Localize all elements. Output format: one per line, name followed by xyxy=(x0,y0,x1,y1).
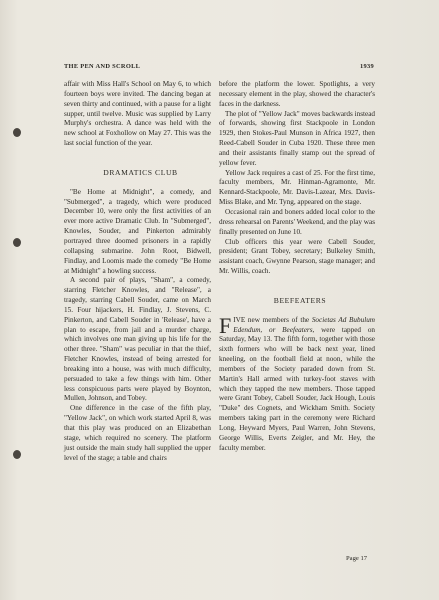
paragraph: Club officers this year were Cabell Souder, president; Grant Tobey, secretary; Bulkeley Smith, assistant coach, Gwynne Pearson, stage manager; and Mr. Willis, coach. xyxy=(219,237,375,276)
paragraph xyxy=(219,312,376,454)
binder-hole xyxy=(13,128,21,137)
paragraph: One difference in the case of the fifth play, "Yellow Jack", on which work started April 8, was that this play was produced on an Elizabethan stage, which required no scenery. The platform just outside the main study hall supplied the upper level of the stage; a table and chairs xyxy=(64,404,211,462)
left-column xyxy=(64,80,211,463)
text-run: were tapped on Saturday, May 13. The fifth form, together with those sixth formers who will be back next year, lined kneeling, on the football field at noon, while the members of the Society paraded down from St. Martin's Hall armed with turkey-foot staves with which they tapped the new members. Those tapped were Grant Tobey, Cabell Souder, Jack Hough, Louis "Duke" des Cognets, and Wickham Smith. Society members taking part in the ceremony were Richard Long, Heyward Myers, Paul Warren, John Stevens, George Willis, Everts Zeigler, and Mr. Hey, the faculty member. xyxy=(219,325,376,452)
paragraph: affair with Miss Hall's School on May 6, to which fourteen boys were invited. The dancing began at seven thirty and continued, with a pause for a light supper, until twelve. Music was supplied by Larry Murphy's orchestra. A dance was held with the new school at Foxhollow on May 27. This was the last social function of the year. xyxy=(64,80,211,148)
right-column xyxy=(219,80,375,454)
section-heading-dramatics: DRAMATICS CLUB xyxy=(103,167,178,177)
publication-title: THE PEN AND SCROLL xyxy=(64,63,141,70)
page-number: Page 17 xyxy=(346,555,368,562)
paragraph: before the platform the lower. Spotlights, a very necessary element in the play, showed the character's faces in the darkness. xyxy=(219,80,375,108)
binder-hole xyxy=(13,450,21,459)
paragraph: "Be Home at Midnight", a comedy, and "Submerged", a tragedy, which were produced December 10, were only the first activities of an ever more active Dramatic Club. In "Submerged", Knowles, Souder, and Pinkerton admirably portrayed three doomed prisoners in a rapidly collapsing submarine. John Root, Bidwell, Findlay, and Loomis made the comedy "Be Home at Midnight" a howling success. xyxy=(64,187,211,275)
section-heading-beefeaters: BEEFEATERS xyxy=(273,295,327,305)
paragraph: Yellow Jack requires a cast of 25. For the first time, faculty members, Mr. Hinman-Agramonte, Mr. Kennard-Stackpoole, Mr. Davis-Lazear, Mrs. Davis-Miss Blake, and Mr. Tyng, appeared on the stage. xyxy=(219,168,375,207)
publication-year: 1939 xyxy=(360,63,374,70)
paragraph: A second pair of plays, "Sham", a comedy, starring Fletcher Knowles, and "Release", a tragedy, starring Cabell Souder, came on March 15. Four hijackers, H. Findlay, J. Stevens, C. Pinkerton, and Cabell Souder in 'Release', have a plan to escape, from jail and a murder charge, which involves one man giving up his life for the other three. "Sham" was peculiar in that the thief, Fletcher Knowles, instead of being arrested for breaking into a house, was with much difficulty, persuaded to take a few things with him. Other less conspicuous parts were played by Boynton, Mullen, Johnson, and Tobey. xyxy=(64,276,211,403)
drop-cap: F xyxy=(219,312,232,338)
binder-hole xyxy=(13,238,21,247)
latin-society-name: Societas Ad Bubulum Edendum, or Beefeaters, xyxy=(233,315,375,334)
text-run: IVE new members of the xyxy=(233,315,312,324)
paragraph: The plot of "Yellow Jack" moves backwards instead of forwards, showing first Stackpoole in London 1929, then Stokes-Paul Munson in Africa 1927, then Reed-Cabell Souder in Cuba 1920. These three men and their assistants finally stamp out the spread of yellow fever. xyxy=(219,109,375,167)
paragraph: Occasional rain and boners added local color to the dress rehearsal on Parents' Weekend, and the play was finally presented on June 10. xyxy=(219,207,375,236)
